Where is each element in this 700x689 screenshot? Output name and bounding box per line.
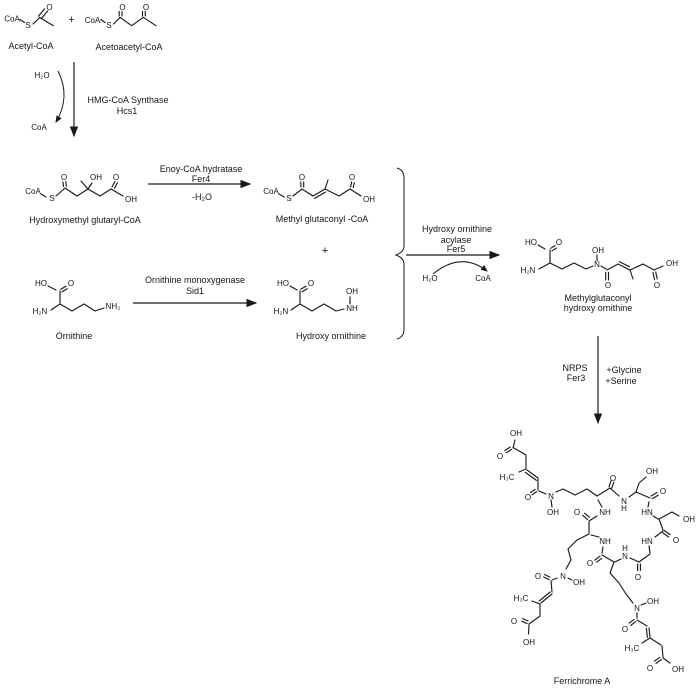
nh-label-1: NH: [346, 304, 358, 313]
plus-sign-2: +: [321, 245, 329, 257]
oxygen-label-6: O: [298, 173, 306, 182]
amine-label-4: H₂N: [520, 266, 536, 275]
hydroxyl-label-5: OH: [592, 246, 604, 255]
sulfur-label-3: S: [49, 194, 55, 203]
fc-ring-o-h: O: [634, 573, 642, 582]
oxygen-label-1: O: [46, 3, 53, 12]
fc-arm3-acyl-o: O: [534, 572, 542, 581]
enzyme-hmg-coa-synthase: HMG-CoA Synthase: [87, 95, 169, 105]
hydroxyl-label-4: OH: [346, 287, 358, 296]
water-in-label: H₂O: [34, 71, 50, 80]
gene-fer3: Fer3: [566, 373, 586, 383]
fc-ring-n-b: N: [621, 497, 627, 506]
fc-ring-n-i: N: [622, 552, 628, 561]
fc-arm3-oh: OH: [523, 638, 535, 647]
enzyme-enoy-coa-hydratase: Enoy-CoA hydratase: [159, 164, 243, 174]
molecule-name-mgho-2: hydroxy ornithine: [563, 303, 633, 313]
coa-label-3: CoA: [25, 187, 41, 196]
enzyme-ornithine-monoxygenase: Ornithine monoxygenase: [144, 275, 246, 285]
hydroxyl-label-2: OH: [125, 195, 137, 204]
coa-out-label: CoA: [31, 123, 47, 132]
molecule-name-hydroxy-ornithine: Hydroxy ornithine: [295, 331, 367, 341]
plus-top-labels: [68, 14, 74, 26]
sulfur-label-2: S: [106, 21, 112, 30]
coa-label-2: CoA: [84, 16, 101, 25]
fc-ser1-oh: OH: [646, 467, 658, 476]
oxygen-label-5: O: [112, 173, 120, 182]
fc-ser2-oh: OH: [683, 515, 695, 524]
amine-label-3: H₂N: [273, 307, 289, 316]
sulfur-label-4: S: [286, 194, 292, 203]
plus-glycine-label: +Glycine: [606, 365, 642, 375]
molecule-name-mgho-1: Methylglutaconyl: [564, 293, 632, 303]
oxygen-label-9: O: [307, 279, 315, 288]
fc-arm2-n: N: [634, 604, 640, 613]
oxygen-label-10: O: [555, 238, 563, 247]
gene-sid1: Sid1: [185, 286, 205, 296]
ho-label-2: HO: [277, 279, 289, 288]
hydroxyl-label-6: OH: [666, 259, 678, 268]
fc-arm2-oh: OH: [672, 665, 684, 674]
fc-ring-o-a: O: [609, 474, 617, 483]
molecule-name-methyl-glutaconyl-coa: Methyl glutaconyl -CoA: [275, 214, 369, 224]
nitrogen-label-1: N: [594, 260, 600, 269]
ho-label-1: HO: [35, 279, 47, 288]
fc-arm1-n-oh: OH: [547, 508, 559, 517]
oxygen-label-2: O: [119, 3, 126, 12]
fc-arm2-methyl: H₃C: [624, 644, 640, 653]
molecule-name-acetyl-coa: Acetyl-CoA: [8, 41, 54, 51]
water-in-label-2: H₂O: [422, 274, 438, 283]
fc-arm1-oh: OH: [510, 429, 522, 438]
coa-label-1: CoA: [4, 14, 20, 24]
gene-hcs1: Hcs1: [116, 106, 138, 116]
oxygen-label-11: O: [604, 281, 612, 290]
gene-fer5: Fer5: [446, 244, 466, 254]
fc-arm3-o: O: [510, 617, 518, 626]
molecule-name-hmg-coa: Hydroxymethyl glutaryl-CoA: [29, 215, 141, 225]
fc-arm1-methyl: H₃C: [499, 473, 515, 482]
fc-ring-nh-k: NH: [599, 537, 611, 546]
fc-arm2-o: O: [646, 664, 654, 673]
fc-arm2-acyl-o: O: [621, 625, 629, 634]
fc-ring-h-i: H: [622, 544, 628, 553]
oxygen-label-3: O: [142, 3, 150, 12]
enzyme-hydroxy-ornithine-acylase-1: Hydroxy ornithine: [421, 224, 493, 234]
fc-arm1-o: O: [496, 452, 504, 461]
sulfur-label-1: S: [25, 21, 31, 30]
fc-ring-o-e: O: [672, 536, 680, 545]
plus-serine-label: +Serine: [605, 376, 637, 386]
oxygen-label-8: O: [67, 279, 75, 288]
amine-label-1: H₂N: [32, 307, 48, 316]
oxygen-label-4: O: [60, 173, 68, 182]
plus-middle-labels: [322, 245, 328, 257]
amine-label-2: NH₂: [105, 302, 121, 311]
oxygen-label-7: O: [348, 173, 356, 182]
fc-ring-hn-f: HN: [641, 537, 653, 546]
fc-arm3-n-oh: OH: [573, 578, 585, 587]
fc-ring-nh-m: NH: [599, 508, 611, 517]
coa-out-label-2: CoA: [475, 274, 491, 283]
fc-ring-h-b: H: [621, 504, 627, 513]
oxygen-label-12: O: [653, 281, 661, 290]
fc-ring-o-j: O: [586, 559, 594, 568]
enzyme-hydroxy-ornithine-acylase-2: acylase: [440, 235, 472, 245]
fc-ring-hn-d: HN: [641, 508, 653, 517]
plus-sign-1: +: [68, 14, 75, 26]
fc-ring-o-c: O: [659, 487, 667, 496]
minus-water-label: -H₂O: [192, 192, 212, 202]
molecule-name-ornithine: Ornithine: [55, 331, 93, 341]
fc-arm3-methyl: H₃C: [513, 594, 529, 603]
fc-arm1-acyl-o: O: [524, 493, 532, 502]
fc-arm3-n: N: [560, 572, 566, 581]
molecule-name-ferrichrome-a: Ferrichrome A: [553, 676, 611, 686]
fc-arm1-n: N: [548, 492, 554, 501]
molecule-name-acetoacetyl-coa: Acetoacetyl-CoA: [95, 42, 163, 52]
hydroxyl-label-3: OH: [363, 195, 375, 204]
ho-label-3: HO: [525, 238, 537, 247]
coa-label-4: CoA: [263, 187, 279, 196]
gene-fer4: Fer4: [191, 174, 211, 184]
hydroxyl-label-1: OH: [90, 173, 102, 182]
fc-ring-o-l: O: [573, 508, 581, 517]
enzyme-nrps: NRPS: [562, 363, 588, 373]
fc-arm2-n-oh: OH: [647, 597, 659, 606]
